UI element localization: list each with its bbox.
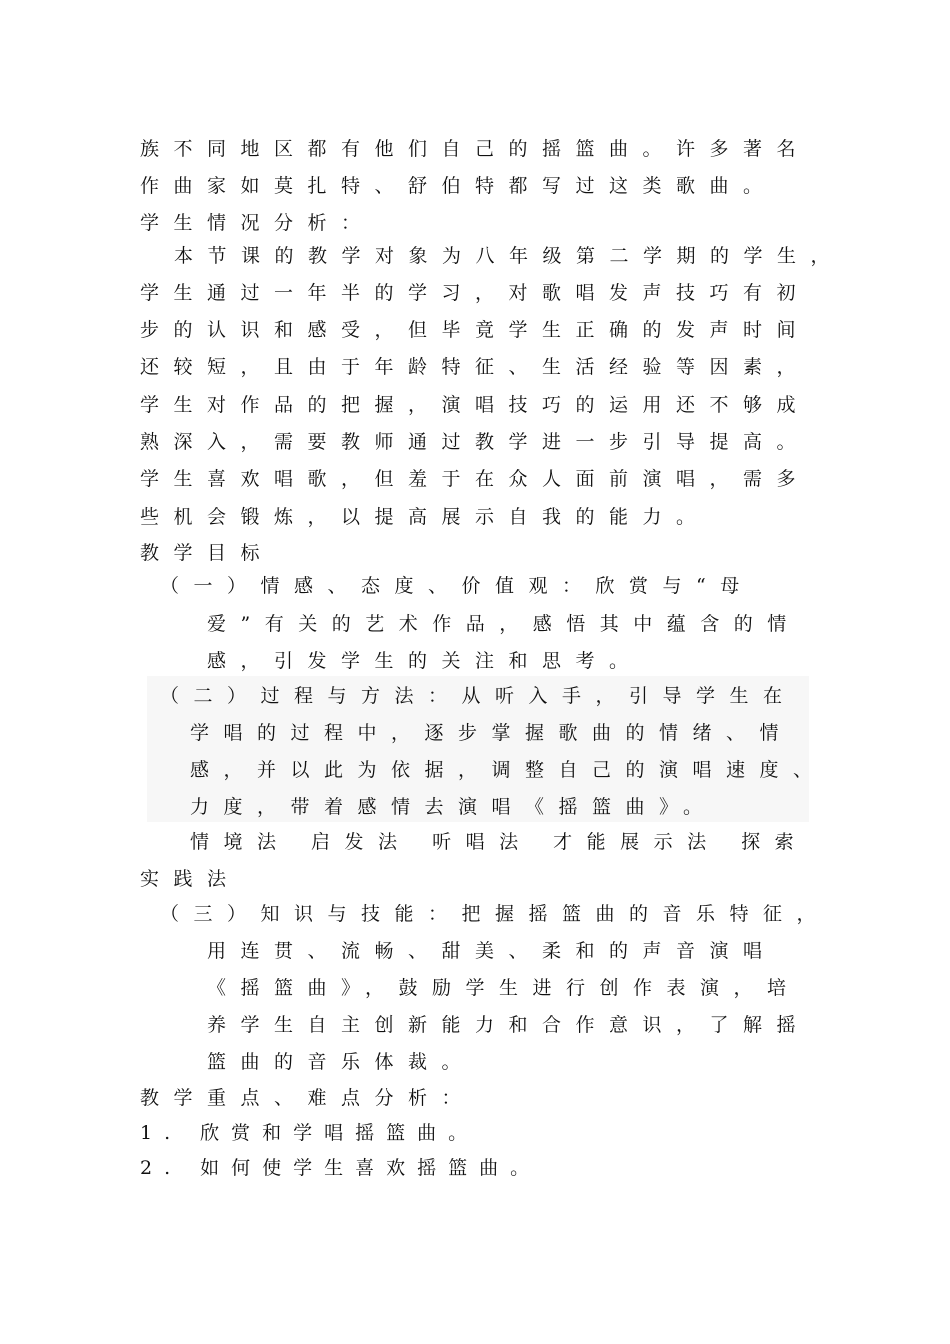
text-line: 熟深入，需要教师通过教学进一步引导提高。 [140, 431, 811, 453]
text-line: 步的认识和感受，但毕竟学生正确的发声时间 [140, 319, 811, 341]
text-line: 《摇篮曲》，鼓励学生进行创作表演，培 [207, 977, 801, 999]
section-heading: 学生情况分析： [140, 212, 375, 234]
text-line: 族不同地区都有他们自己的摇篮曲。许多著名 [140, 138, 811, 160]
text-line: 学生对作品的把握，演唱技巧的运用还不够成 [140, 394, 811, 416]
text-line: 养学生自主创新能力和合作意识，了解摇 [207, 1014, 811, 1036]
section-heading: 教学目标 [140, 542, 275, 564]
text-line: 学生通过一年半的学习，对歌唱发声技巧有初 [140, 282, 811, 304]
text-line: 感，并以此为依据，调整自己的演唱速度、 [190, 759, 827, 781]
text-line: 篮曲的音乐体裁。 [207, 1051, 476, 1073]
list-item-heading: （一）情感、态度、价值观：欣赏与“母 [160, 575, 754, 597]
text-line: 些机会锻炼，以提高展示自我的能力。 [140, 506, 710, 528]
text-line: 还较短，且由于年龄特征、生活经验等因素， [140, 356, 811, 378]
text-line: 本节课的教学对象为八年级第二学期的学生， [174, 245, 845, 267]
numbered-item: 1. 欣赏和学唱摇篮曲。 [140, 1122, 480, 1144]
text-line: 感，引发学生的关注和思考。 [207, 650, 643, 672]
numbered-item: 2. 如何使学生喜欢摇篮曲。 [140, 1157, 542, 1179]
text-line: 学唱的过程中，逐步掌握歌曲的情绪、情 [190, 722, 794, 744]
text-line: 力度，带着感情去演唱《摇篮曲》。 [190, 796, 717, 818]
text-line: 爱”有关的艺术作品，感悟其中蕴含的情 [207, 613, 801, 635]
section-heading: 教学重点、难点分析： [140, 1087, 476, 1109]
text-line: 情境法 启发法 听唱法 才能展示法 探索 [190, 831, 809, 853]
text-line: 实践法 [140, 868, 241, 890]
list-item-heading: （二）过程与方法：从听入手，引导学生在 [160, 685, 797, 707]
text-line: 作曲家如莫扎特、舒伯特都写过这类歌曲。 [140, 175, 777, 197]
text-line: 用连贯、流畅、甜美、柔和的声音演唱 [207, 940, 777, 962]
text-line: 学生喜欢唱歌，但羞于在众人面前演唱，需多 [140, 468, 811, 490]
list-item-heading: （三）知识与技能：把握摇篮曲的音乐特征， [160, 903, 831, 925]
